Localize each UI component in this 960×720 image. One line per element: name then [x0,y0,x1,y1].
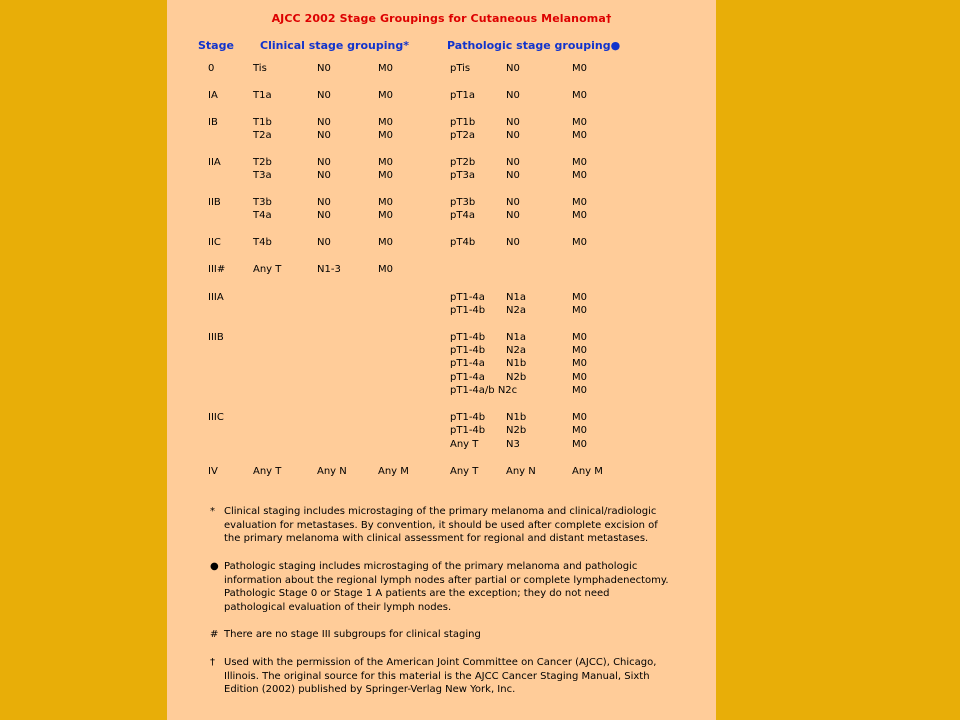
footnote-symbol: ● [210,561,219,572]
pathologic-n-cell: N3 [506,439,520,450]
pathologic-n-cell: N2b [506,425,527,436]
pathologic-m-cell: Any M [572,466,603,477]
pathologic-t-cell: pT1-4b [450,305,486,316]
pathologic-m-cell: M0 [572,170,587,181]
stage-cell: IA [208,90,218,101]
clinical-t-cell: Tis [253,63,267,74]
pathologic-t-cell: pT1-4a [450,358,485,369]
pathologic-n-cell: N0 [506,210,520,221]
footnote-line: pathological evaluation of their lymph nodes. [224,601,452,613]
pathologic-n-cell: N0 [506,237,520,248]
clinical-n-cell: Any N [317,466,347,477]
pathologic-m-cell: M0 [572,372,587,383]
pathologic-m-cell: M0 [572,412,587,423]
clinical-n-cell: N1-3 [317,264,341,275]
footnote-line: Clinical staging includes microstaging of the primary melanoma and clinical/radiologic [224,506,657,517]
clinical-t-cell: T2b [253,157,272,168]
pathologic-t-cell: pT1-4a/b N2c [450,385,518,396]
footnote-symbol: # [210,629,219,640]
pathologic-n-cell: N0 [506,197,520,208]
pathologic-n-cell: N2a [506,305,526,316]
stage-cell: IV [208,466,218,477]
clinical-m-cell: Any M [378,466,409,477]
pathologic-n-cell: N1a [506,332,526,343]
pathologic-m-cell: M0 [572,305,587,316]
pathologic-t-cell: pT4b [450,237,476,248]
pathologic-n-cell: N2a [506,345,526,356]
footnote-line: evaluation for metastases. By convention, it should be used after complete excision of [224,519,658,531]
pathologic-t-cell: pT2a [450,130,475,141]
stage-cell: IIIA [208,292,224,303]
clinical-m-cell: M0 [378,157,393,168]
footnote-line: There are no stage III subgroups for clinical staging [224,629,481,640]
pathologic-m-cell: M0 [572,237,587,248]
pathologic-t-cell: pT1-4b [450,425,486,436]
clinical-n-cell: N0 [317,197,331,208]
footnote-line: Pathologic staging includes microstaging of the primary melanoma and pathologic [224,561,638,572]
pathologic-m-cell: M0 [572,157,587,168]
clinical-m-cell: M0 [378,130,393,141]
stage-cell: IIB [208,197,221,208]
pathologic-t-cell: pT2b [450,157,476,168]
pathologic-n-cell: N0 [506,157,520,168]
clinical-t-cell: T2a [253,130,272,141]
pathologic-t-cell: pT1-4b [450,332,486,343]
footnote-line: information about the regional lymph nodes after partial or complete lymphadenectomy. [224,574,669,586]
pathologic-n-cell: N0 [506,170,520,181]
pathologic-t-cell: pT4a [450,210,475,221]
pathologic-m-cell: M0 [572,130,587,141]
pathologic-t-cell: Any T [450,466,479,477]
pathologic-m-cell: M0 [572,332,587,343]
pathologic-t-cell: pTis [450,63,471,74]
clinical-t-cell: T4a [253,210,272,221]
clinical-n-cell: N0 [317,63,331,74]
pathologic-m-cell: M0 [572,425,587,436]
footnote-line: the primary melanoma with clinical assessment for regional and distant metastases. [224,533,649,544]
clinical-t-cell: Any T [253,466,282,477]
pathologic-t-cell: pT1-4b [450,345,486,356]
pathologic-n-cell: Any N [506,466,536,477]
footnote-line: Edition (2002) published by Springer-Verlag New York, Inc. [224,684,516,695]
pathologic-n-cell: N1b [506,358,527,369]
stage-cell: IIA [208,157,221,168]
pathologic-m-cell: M0 [572,117,587,128]
pathologic-n-cell: N2b [506,372,527,383]
pathologic-t-cell: pT1-4a [450,372,485,383]
stage-cell: IIIC [208,412,224,423]
pathologic-n-cell: N0 [506,130,520,141]
stage-cell: III# [208,264,226,275]
clinical-n-cell: N0 [317,210,331,221]
clinical-n-cell: N0 [317,117,331,128]
footnote-line: Used with the permission of the American Joint Committee on Cancer (AJCC), Chicago, [224,657,657,668]
pathologic-t-cell: pT3b [450,197,476,208]
clinical-n-cell: N0 [317,130,331,141]
pathologic-m-cell: M0 [572,345,587,356]
pathologic-t-cell: pT1a [450,90,475,101]
pathologic-m-cell: M0 [572,63,587,74]
pathologic-n-cell: N1b [506,412,527,423]
footnote-line: Pathologic Stage 0 or Stage 1 A patients are the exception; they do not need [224,588,610,599]
stage-cell: IIC [208,237,221,248]
clinical-n-cell: N0 [317,157,331,168]
clinical-m-cell: M0 [378,210,393,221]
footnote-symbol: * [210,506,215,517]
clinical-t-cell: T3b [253,197,272,208]
clinical-t-cell: T1b [253,117,272,128]
stage-cell: IB [208,117,218,128]
clinical-t-cell: T4b [253,237,272,248]
clinical-m-cell: M0 [378,90,393,101]
clinical-t-cell: T1a [253,90,272,101]
clinical-t-cell: Any T [253,264,282,275]
clinical-n-cell: N0 [317,170,331,181]
clinical-m-cell: M0 [378,170,393,181]
header-clinical: Clinical stage grouping* [260,39,409,52]
pathologic-t-cell: pT1-4b [450,412,486,423]
clinical-m-cell: M0 [378,264,393,275]
clinical-n-cell: N0 [317,90,331,101]
clinical-m-cell: M0 [378,197,393,208]
stage-cell: 0 [208,63,215,74]
clinical-m-cell: M0 [378,237,393,248]
clinical-m-cell: M0 [378,117,393,128]
pathologic-t-cell: Any T [450,439,479,450]
pathologic-n-cell: N0 [506,63,520,74]
header-pathologic: Pathologic stage grouping● [447,39,621,52]
pathologic-t-cell: pT1-4a [450,292,485,303]
footnote-symbol: † [210,657,215,668]
pathologic-m-cell: M0 [572,197,587,208]
pathologic-t-cell: pT1b [450,117,476,128]
pathologic-m-cell: M0 [572,385,587,396]
clinical-m-cell: M0 [378,63,393,74]
clinical-n-cell: N0 [317,237,331,248]
pathologic-n-cell: N0 [506,90,520,101]
pathologic-n-cell: N1a [506,292,526,303]
pathologic-m-cell: M0 [572,292,587,303]
content-panel [167,0,716,720]
footnote-line: Illinois. The original source for this material is the AJCC Cancer Staging Manual, Sixth [224,670,650,682]
pathologic-m-cell: M0 [572,210,587,221]
pathologic-n-cell: N0 [506,117,520,128]
page-title: AJCC 2002 Stage Groupings for Cutaneous Melanoma† [271,12,612,25]
pathologic-m-cell: M0 [572,439,587,450]
pathologic-m-cell: M0 [572,90,587,101]
pathologic-m-cell: M0 [572,358,587,369]
header-stage: Stage [198,39,234,52]
stage-cell: IIIB [208,332,224,343]
pathologic-t-cell: pT3a [450,170,475,181]
clinical-t-cell: T3a [253,170,272,181]
